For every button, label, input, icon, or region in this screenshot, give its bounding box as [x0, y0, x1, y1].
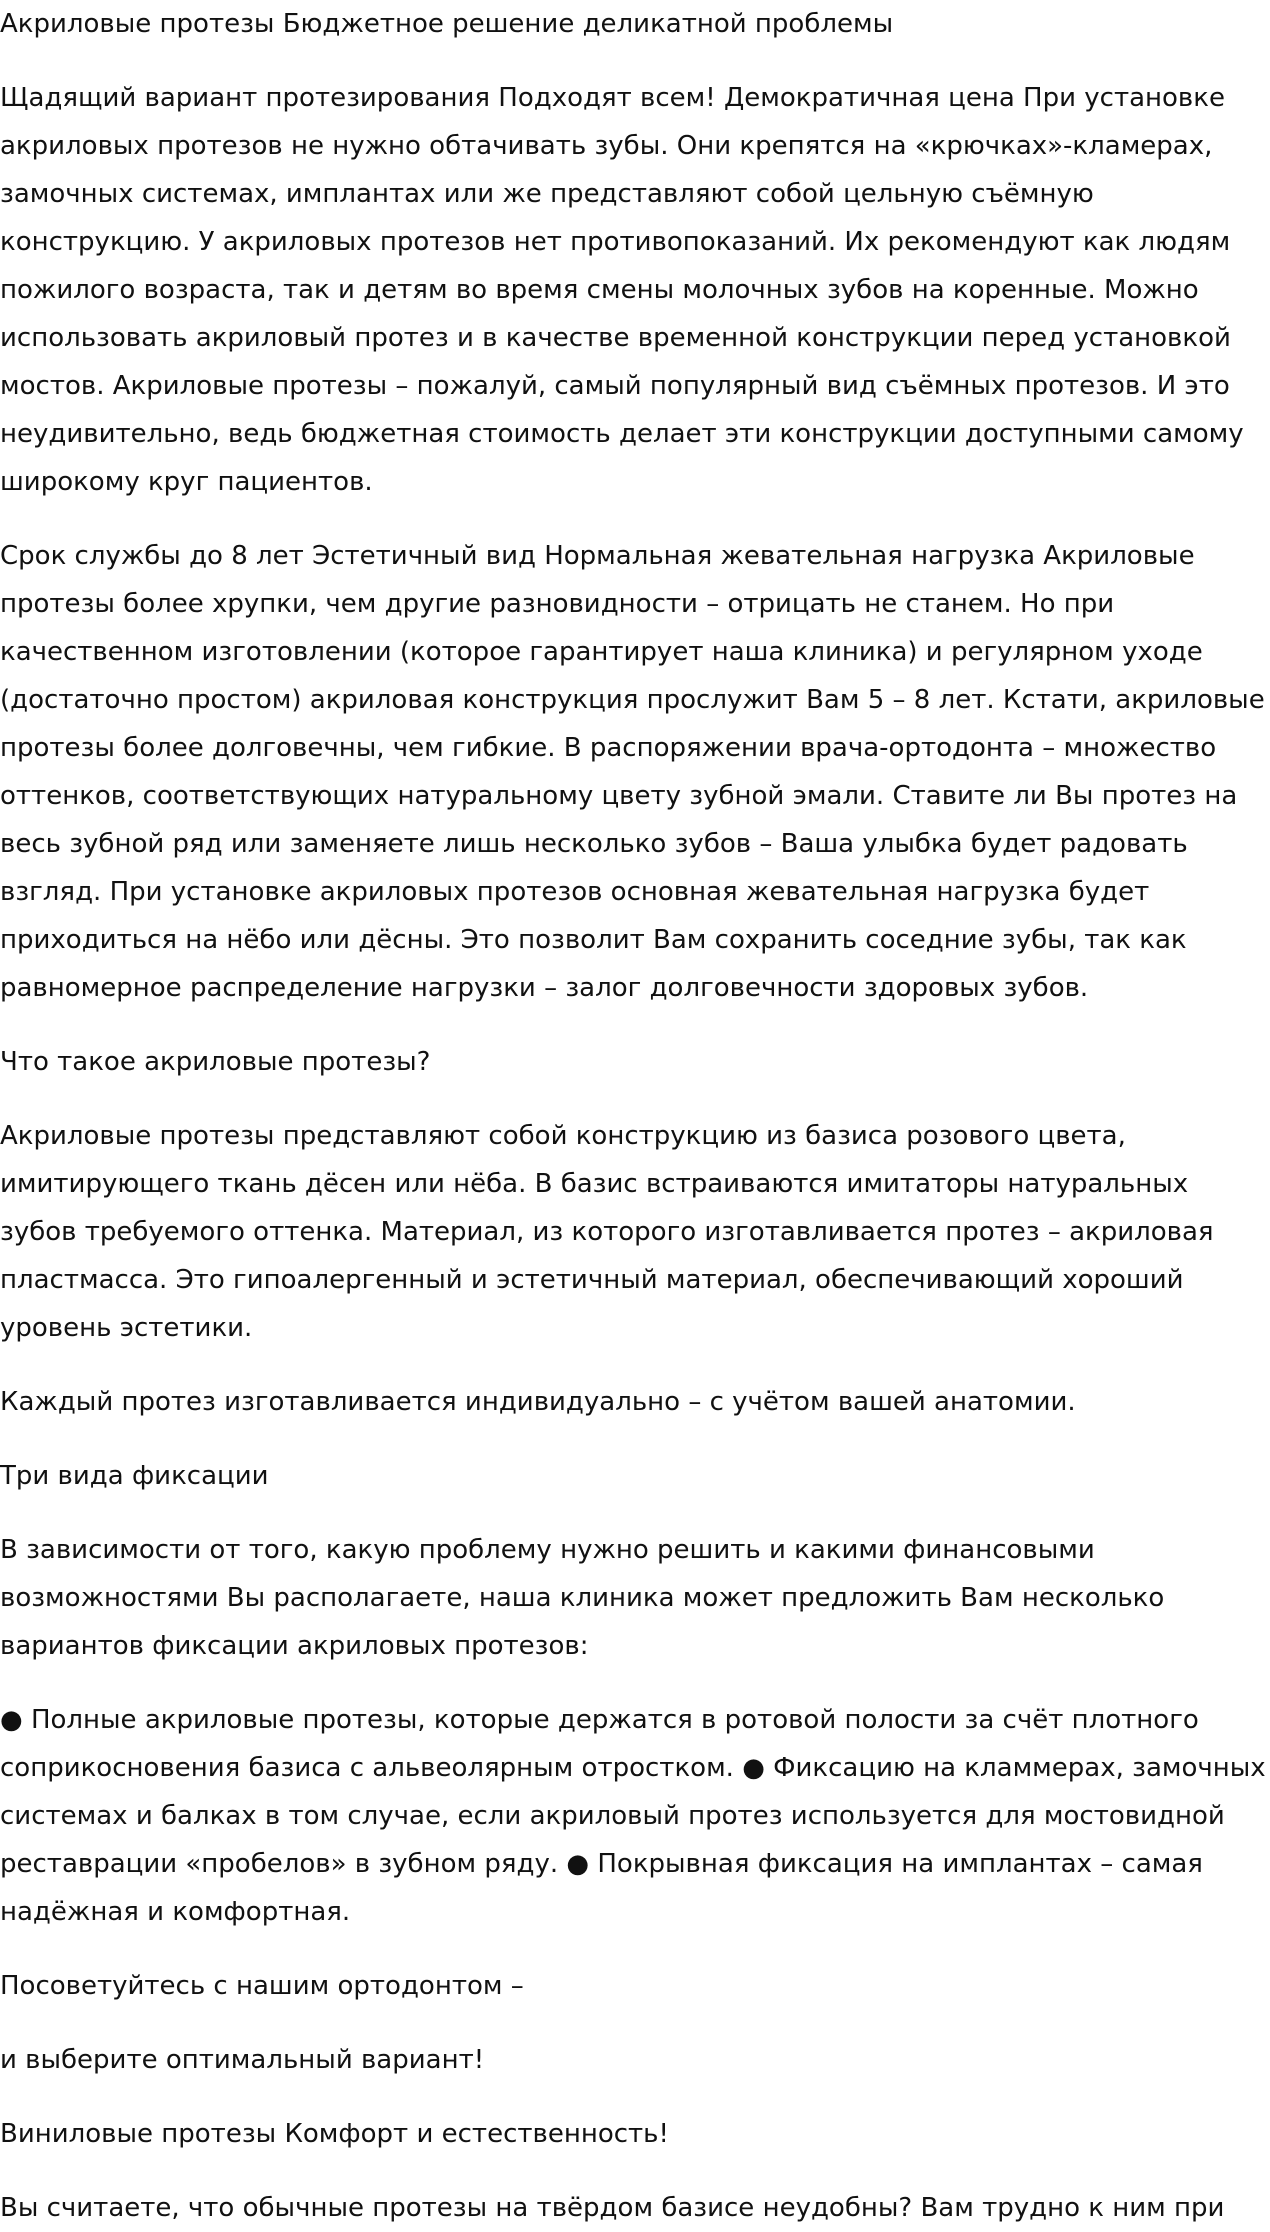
vinyl-paragraph: Вы считаете, что обычные протезы на твёрдом базисе неудобны? Вам трудно к ним при [0, 2193, 1225, 2223]
section-heading-what-is: Что такое акриловые протезы? [0, 1047, 431, 1077]
what-is-paragraph: Акриловые протезы представляют собой конструкцию из базиса розового цвета, имитирующего ткань дёсен или нёба. В базис встраиваются имитаторы натуральных зубов требуемого оттенка. Материал, из которого изготавливается протез – акриловая пластмасса. Это гипоалергенный и эстетичный материал, обеспечивающий хороший уровень эстетики. [0, 1121, 1214, 1343]
section-heading-fixation: Три вида фиксации [0, 1461, 269, 1491]
service-life-paragraph: Срок службы до 8 лет Эстетичный вид Нормальная жевательная нагрузка Акриловые протезы более хрупки, чем другие разновидности – отрицать не станем. Но при качественном изготовлении (которое гарантирует наша клиника) и регулярном уходе (достаточно простом) акриловая конструкция прослужит Вам 5 – 8 лет. Кстати, акриловые протезы более долговечны, чем гибкие. В распоряжении врача-ортодонта – множество оттенков, соответствующих натуральному цвету зубной эмали. Ставите ли Вы протез на весь зубной ряд или заменяете лишь несколько зубов – Ваша улыбка будет радовать взгляд. При установке акриловых протезов основная жевательная нагрузка будет приходиться на нёбо или дёсны. Это позволит Вам сохранить соседние зубы, так как равномерное распределение нагрузки – залог долговечности здоровых зубов. [0, 541, 1265, 1003]
choose-line: и выберите оптимальный вариант! [0, 2045, 485, 2075]
article-heading: Акриловые протезы Бюджетное решение деликатной проблемы [0, 9, 894, 39]
vinyl-heading: Виниловые протезы Комфорт и естественность! [0, 2119, 669, 2149]
fixation-list-paragraph: ● Полные акриловые протезы, которые держатся в ротовой полости за счёт плотного соприкосновения базиса с альвеолярным отростком. ● Фиксацию на кламмерах, замочных системах и балках в том случае, если акриловый протез используется для мостовидной реставрации «пробелов» в зубном ряду. ● Покрывная фиксация на имплантах – самая надёжная и комфортная. [0, 1705, 1266, 1927]
consult-line: Посоветуйтесь с нашим ортодонтом – [0, 1971, 524, 2001]
fixation-intro-paragraph: В зависимости от того, какую проблему нужно решить и какими финансовыми возможностями Вы располагаете, наша клиника может предложить Вам несколько вариантов фиксации акриловых протезов: [0, 1535, 1165, 1661]
intro-paragraph: Щадящий вариант протезирования Подходят всем! Демократичная цена При установке акриловых протезов не нужно обтачивать зубы. Они крепятся на «крючках»-кламерах, замочных системах, имплантах или же представляют собой цельную съёмную конструкцию. У акриловых протезов нет противопоказаний. Их рекомендуют как людям пожилого возраста, так и детям во время смены молочных зубов на коренные. Можно использовать акриловый протез и в качестве временной конструкции перед установкой мостов. Акриловые протезы – пожалуй, самый популярный вид съёмных протезов. И это неудивительно, ведь бюджетная стоимость делает эти конструкции доступными самому широкому круг пациентов. [0, 83, 1244, 497]
individual-paragraph: Каждый протез изготавливается индивидуально – с учётом вашей анатомии. [0, 1387, 1076, 1417]
